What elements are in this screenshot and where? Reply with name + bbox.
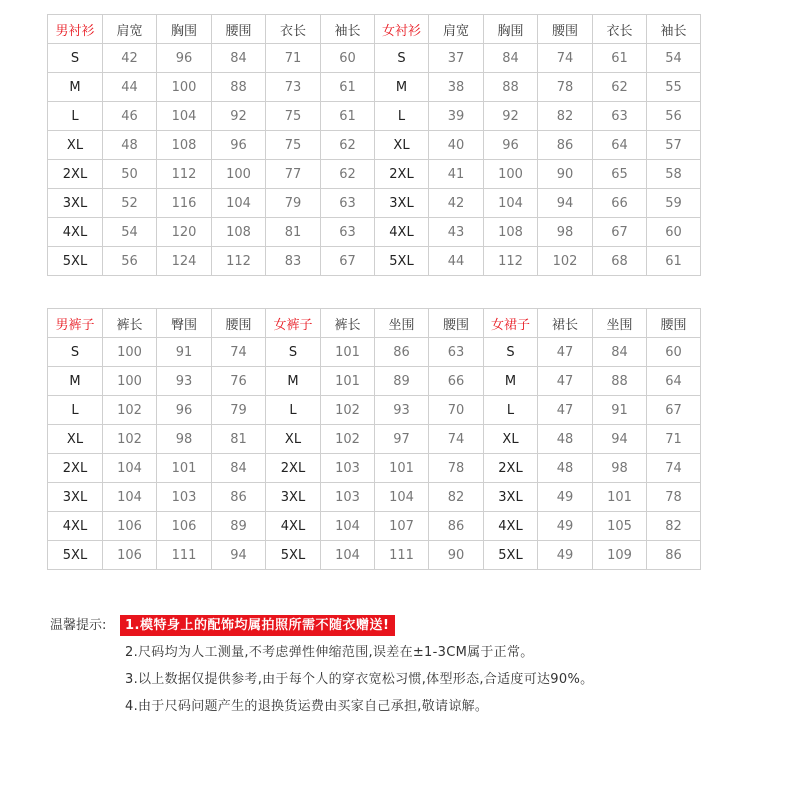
size-label-cell: 5XL — [484, 541, 538, 570]
measurement-cell: 56 — [647, 102, 701, 131]
measurement-cell: 64 — [647, 367, 701, 396]
size-label-cell: 2XL — [48, 454, 103, 483]
measurement-cell: 96 — [484, 131, 538, 160]
measurement-cell: 48 — [103, 131, 157, 160]
measurement-cell: 124 — [157, 247, 212, 276]
measurement-cell: 73 — [266, 73, 321, 102]
measurement-cell: 68 — [593, 247, 647, 276]
measurement-cell: 100 — [212, 160, 266, 189]
measurement-cell: 101 — [321, 338, 375, 367]
measurement-cell: 50 — [103, 160, 157, 189]
measurement-cell: 49 — [538, 541, 593, 570]
table-row — [48, 512, 701, 541]
table-row — [48, 454, 701, 483]
measurement-cell: 92 — [484, 102, 538, 131]
size-label-cell: L — [484, 396, 538, 425]
size-label-cell: L — [48, 396, 103, 425]
measurement-cell: 94 — [593, 425, 647, 454]
measurement-cell: 98 — [593, 454, 647, 483]
measurement-cell: 47 — [538, 367, 593, 396]
measurement-cell: 54 — [647, 44, 701, 73]
measurement-cell: 49 — [538, 512, 593, 541]
tips-first-line — [50, 612, 770, 639]
measurement-cell: 78 — [538, 73, 593, 102]
measurement-cell: 100 — [157, 73, 212, 102]
column-header-cell: 腰围 — [538, 15, 593, 44]
measurement-cell: 42 — [429, 189, 484, 218]
measurement-cell: 107 — [375, 512, 429, 541]
measurement-cell: 105 — [593, 512, 647, 541]
measurement-cell: 57 — [647, 131, 701, 160]
table-row — [48, 367, 701, 396]
measurement-cell: 84 — [484, 44, 538, 73]
bottoms-size-table — [47, 308, 701, 570]
tips-label: 温馨提示: — [50, 618, 107, 633]
measurement-cell: 96 — [212, 131, 266, 160]
size-label-cell: 4XL — [484, 512, 538, 541]
measurement-cell: 71 — [266, 44, 321, 73]
measurement-cell: 48 — [538, 454, 593, 483]
measurement-cell: 104 — [103, 454, 157, 483]
measurement-cell: 81 — [212, 425, 266, 454]
measurement-cell: 63 — [429, 338, 484, 367]
measurement-cell: 102 — [321, 396, 375, 425]
measurement-cell: 62 — [321, 160, 375, 189]
measurement-cell: 104 — [321, 541, 375, 570]
column-header-cell: 裤长 — [103, 309, 157, 338]
measurement-cell: 104 — [212, 189, 266, 218]
column-header-cell: 腰围 — [212, 15, 266, 44]
size-label-cell: L — [375, 102, 429, 131]
measurement-cell: 90 — [538, 160, 593, 189]
measurement-cell: 58 — [647, 160, 701, 189]
measurement-cell: 77 — [266, 160, 321, 189]
table-row — [48, 483, 701, 512]
measurement-cell: 98 — [538, 218, 593, 247]
measurement-cell: 66 — [593, 189, 647, 218]
size-label-cell: 2XL — [484, 454, 538, 483]
size-label-cell: 2XL — [266, 454, 321, 483]
measurement-cell: 116 — [157, 189, 212, 218]
size-label-cell: 5XL — [375, 247, 429, 276]
measurement-cell: 103 — [321, 483, 375, 512]
measurement-cell: 59 — [647, 189, 701, 218]
category-title-cell: 男衬衫 — [48, 15, 103, 44]
measurement-cell: 43 — [429, 218, 484, 247]
measurement-cell: 91 — [157, 338, 212, 367]
measurement-cell: 91 — [593, 396, 647, 425]
measurement-cell: 111 — [157, 541, 212, 570]
tops-table-body — [48, 15, 701, 276]
size-label-cell: 3XL — [375, 189, 429, 218]
measurement-cell: 67 — [593, 218, 647, 247]
size-label-cell: 3XL — [484, 483, 538, 512]
measurement-cell: 109 — [593, 541, 647, 570]
measurement-cell: 61 — [321, 102, 375, 131]
measurement-cell: 75 — [266, 131, 321, 160]
measurement-cell: 61 — [647, 247, 701, 276]
category-title-cell: 女裙子 — [484, 309, 538, 338]
measurement-cell: 39 — [429, 102, 484, 131]
measurement-cell: 100 — [103, 367, 157, 396]
column-header-cell: 衣长 — [593, 15, 647, 44]
measurement-cell: 93 — [375, 396, 429, 425]
size-label-cell: 4XL — [375, 218, 429, 247]
size-label-cell: M — [48, 73, 103, 102]
measurement-cell: 98 — [157, 425, 212, 454]
measurement-cell: 78 — [647, 483, 701, 512]
measurement-cell: 82 — [429, 483, 484, 512]
table-header-row — [48, 309, 701, 338]
measurement-cell: 79 — [266, 189, 321, 218]
column-header-cell: 臀围 — [157, 309, 212, 338]
table-row — [48, 338, 701, 367]
size-label-cell: 5XL — [48, 541, 103, 570]
size-label-cell: 3XL — [48, 483, 103, 512]
measurement-cell: 47 — [538, 338, 593, 367]
column-header-cell: 袖长 — [321, 15, 375, 44]
measurement-cell: 104 — [484, 189, 538, 218]
measurement-cell: 74 — [212, 338, 266, 367]
measurement-cell: 84 — [593, 338, 647, 367]
size-label-cell: 4XL — [48, 512, 103, 541]
tips-text: 3.以上数据仅提供参考,由于每个人的穿衣宽松习惯,体型形态,合适度可达90%。 — [125, 672, 594, 687]
measurement-cell: 88 — [593, 367, 647, 396]
size-label-cell: M — [484, 367, 538, 396]
column-header-cell: 胸围 — [484, 15, 538, 44]
measurement-cell: 104 — [103, 483, 157, 512]
tips-line-4 — [50, 693, 770, 720]
size-label-cell: 3XL — [266, 483, 321, 512]
table-row — [48, 189, 701, 218]
size-label-cell: S — [375, 44, 429, 73]
category-title-cell: 男裤子 — [48, 309, 103, 338]
measurement-cell: 108 — [157, 131, 212, 160]
measurement-cell: 60 — [647, 218, 701, 247]
measurement-cell: 112 — [484, 247, 538, 276]
measurement-cell: 100 — [484, 160, 538, 189]
measurement-cell: 60 — [321, 44, 375, 73]
measurement-cell: 62 — [321, 131, 375, 160]
size-label-cell: 4XL — [48, 218, 103, 247]
table-row — [48, 44, 701, 73]
measurement-cell: 48 — [538, 425, 593, 454]
column-header-cell: 肩宽 — [103, 15, 157, 44]
measurement-cell: 75 — [266, 102, 321, 131]
column-header-cell: 肩宽 — [429, 15, 484, 44]
measurement-cell: 62 — [593, 73, 647, 102]
table-row — [48, 247, 701, 276]
column-header-cell: 腰围 — [647, 309, 701, 338]
measurement-cell: 86 — [647, 541, 701, 570]
category-title-cell: 女裤子 — [266, 309, 321, 338]
measurement-cell: 86 — [375, 338, 429, 367]
measurement-cell: 102 — [321, 425, 375, 454]
column-header-cell: 裤长 — [321, 309, 375, 338]
measurement-cell: 86 — [212, 483, 266, 512]
measurement-cell: 71 — [647, 425, 701, 454]
measurement-cell: 101 — [593, 483, 647, 512]
table-row — [48, 541, 701, 570]
measurement-cell: 40 — [429, 131, 484, 160]
tips-line-3 — [50, 666, 770, 693]
measurement-cell: 61 — [593, 44, 647, 73]
measurement-cell: 102 — [103, 425, 157, 454]
measurement-cell: 52 — [103, 189, 157, 218]
table-row — [48, 73, 701, 102]
measurement-cell: 96 — [157, 44, 212, 73]
measurement-cell: 89 — [212, 512, 266, 541]
measurement-cell: 67 — [321, 247, 375, 276]
tips-text: 4.由于尺码问题产生的退换货运费由买家自己承担,敬请谅解。 — [125, 699, 489, 714]
table-row — [48, 425, 701, 454]
size-label-cell: L — [266, 396, 321, 425]
measurement-cell: 84 — [212, 454, 266, 483]
measurement-cell: 94 — [212, 541, 266, 570]
size-label-cell: M — [375, 73, 429, 102]
measurement-cell: 74 — [647, 454, 701, 483]
size-label-cell: S — [48, 338, 103, 367]
measurement-cell: 41 — [429, 160, 484, 189]
measurement-cell: 88 — [484, 73, 538, 102]
size-label-cell: XL — [48, 425, 103, 454]
measurement-cell: 103 — [321, 454, 375, 483]
tips-line-2 — [50, 639, 770, 666]
measurement-cell: 108 — [484, 218, 538, 247]
measurement-cell: 49 — [538, 483, 593, 512]
bottoms-table-body — [48, 309, 701, 570]
measurement-cell: 83 — [266, 247, 321, 276]
measurement-cell: 60 — [647, 338, 701, 367]
measurement-cell: 64 — [593, 131, 647, 160]
size-label-cell: M — [266, 367, 321, 396]
measurement-cell: 86 — [538, 131, 593, 160]
measurement-cell: 86 — [429, 512, 484, 541]
table-header-row — [48, 15, 701, 44]
table-row — [48, 218, 701, 247]
measurement-cell: 65 — [593, 160, 647, 189]
measurement-cell: 82 — [538, 102, 593, 131]
measurement-cell: 46 — [103, 102, 157, 131]
measurement-cell: 104 — [375, 483, 429, 512]
table-row — [48, 131, 701, 160]
measurement-cell: 111 — [375, 541, 429, 570]
measurement-cell: 93 — [157, 367, 212, 396]
measurement-cell: 82 — [647, 512, 701, 541]
measurement-cell: 54 — [103, 218, 157, 247]
measurement-cell: 112 — [212, 247, 266, 276]
measurement-cell: 112 — [157, 160, 212, 189]
measurement-cell: 47 — [538, 396, 593, 425]
column-header-cell: 衣长 — [266, 15, 321, 44]
table-row — [48, 160, 701, 189]
measurement-cell: 42 — [103, 44, 157, 73]
measurement-cell: 63 — [593, 102, 647, 131]
measurement-cell: 81 — [266, 218, 321, 247]
table-row — [48, 102, 701, 131]
measurement-cell: 44 — [103, 73, 157, 102]
measurement-cell: 74 — [429, 425, 484, 454]
size-label-cell: XL — [266, 425, 321, 454]
measurement-cell: 108 — [212, 218, 266, 247]
measurement-cell: 61 — [321, 73, 375, 102]
tops-size-table — [47, 14, 701, 276]
measurement-cell: 66 — [429, 367, 484, 396]
measurement-cell: 89 — [375, 367, 429, 396]
measurement-cell: 104 — [157, 102, 212, 131]
measurement-cell: 106 — [103, 541, 157, 570]
measurement-cell: 101 — [157, 454, 212, 483]
measurement-cell: 94 — [538, 189, 593, 218]
measurement-cell: 103 — [157, 483, 212, 512]
size-label-cell: 5XL — [48, 247, 103, 276]
measurement-cell: 67 — [647, 396, 701, 425]
column-header-cell: 胸围 — [157, 15, 212, 44]
column-header-cell: 裙长 — [538, 309, 593, 338]
measurement-cell: 104 — [321, 512, 375, 541]
measurement-cell: 97 — [375, 425, 429, 454]
measurement-cell: 101 — [321, 367, 375, 396]
size-label-cell: S — [266, 338, 321, 367]
size-label-cell: 4XL — [266, 512, 321, 541]
measurement-cell: 56 — [103, 247, 157, 276]
measurement-cell: 100 — [103, 338, 157, 367]
size-label-cell: S — [48, 44, 103, 73]
measurement-cell: 96 — [157, 396, 212, 425]
size-label-cell: 3XL — [48, 189, 103, 218]
measurement-cell: 120 — [157, 218, 212, 247]
measurement-cell: 84 — [212, 44, 266, 73]
column-header-cell: 袖长 — [647, 15, 701, 44]
measurement-cell: 106 — [103, 512, 157, 541]
measurement-cell: 70 — [429, 396, 484, 425]
measurement-cell: 102 — [538, 247, 593, 276]
measurement-cell: 92 — [212, 102, 266, 131]
measurement-cell: 106 — [157, 512, 212, 541]
measurement-cell: 38 — [429, 73, 484, 102]
measurement-cell: 101 — [375, 454, 429, 483]
size-label-cell: 2XL — [375, 160, 429, 189]
measurement-cell: 88 — [212, 73, 266, 102]
measurement-cell: 102 — [103, 396, 157, 425]
size-label-cell: S — [484, 338, 538, 367]
measurement-cell: 78 — [429, 454, 484, 483]
column-header-cell: 坐围 — [375, 309, 429, 338]
size-label-cell: M — [48, 367, 103, 396]
column-header-cell: 坐围 — [593, 309, 647, 338]
measurement-cell: 55 — [647, 73, 701, 102]
measurement-cell: 44 — [429, 247, 484, 276]
measurement-cell: 63 — [321, 189, 375, 218]
column-header-cell: 腰围 — [212, 309, 266, 338]
measurement-cell: 76 — [212, 367, 266, 396]
size-label-cell: XL — [48, 131, 103, 160]
size-label-cell: XL — [484, 425, 538, 454]
size-label-cell: 2XL — [48, 160, 103, 189]
size-label-cell: 5XL — [266, 541, 321, 570]
measurement-cell: 37 — [429, 44, 484, 73]
table-row — [48, 396, 701, 425]
column-header-cell: 腰围 — [429, 309, 484, 338]
category-title-cell: 女衬衫 — [375, 15, 429, 44]
measurement-cell: 79 — [212, 396, 266, 425]
tips-text: 2.尺码均为人工测量,不考虑弹性伸缩范围,误差在±1-3CM属于正常。 — [125, 645, 534, 660]
measurement-cell: 63 — [321, 218, 375, 247]
measurement-cell: 74 — [538, 44, 593, 73]
measurement-cell: 90 — [429, 541, 484, 570]
tips-section — [50, 612, 770, 720]
size-label-cell: XL — [375, 131, 429, 160]
size-label-cell: L — [48, 102, 103, 131]
tips-highlight-banner: 1.模特身上的配饰均属拍照所需不随衣赠送! — [120, 615, 395, 636]
